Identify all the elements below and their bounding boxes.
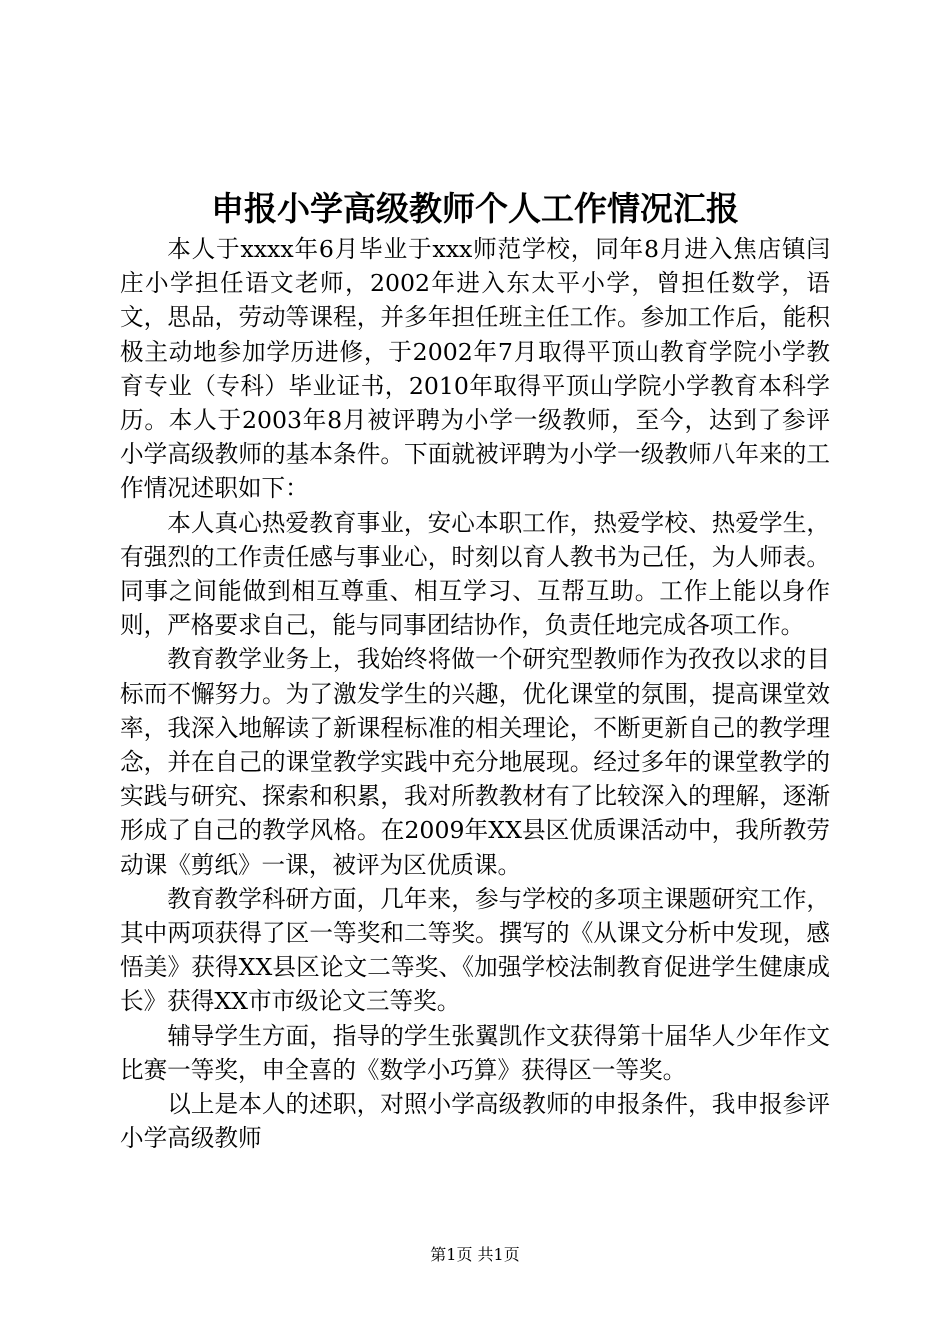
document-title: 申报小学高级教师个人工作情况汇报 bbox=[211, 189, 739, 228]
paragraph-teaching: 教育教学业务上，我始终将做一个研究型教师作为孜孜以求的目标而不懈努力。为了激发学生的兴趣，优化课堂的氛围，提高课堂效率，我深入地解读了新课程标准的相关理论，不断更新自己的教学理念，并在自己的课堂教学实践中充分地展现。经过多年的课堂教学的实践与研究、探索和积累，我对所教教材有了比较深入的理解，逐渐形成了自己的教学风格。在2009年XX县区优质课活动中，我所教劳动课《剪纸》一课，被评为区优质课。 bbox=[120, 645, 830, 879]
paragraph-conclusion: 以上是本人的述职，对照小学高级教师的申报条件，我申报参评小学高级教师 bbox=[120, 1090, 830, 1153]
paragraph-research: 教育教学科研方面，几年来，参与学校的多项主课题研究工作，其中两项获得了区一等奖和二等奖。撰写的《从课文分析中发现，感悟美》获得XX县区论文二等奖、《加强学校法制教育促进学生健康成长》获得XX市市级论文三等奖。 bbox=[120, 884, 830, 1016]
page-footer: 第1页 共1页 bbox=[430, 1245, 520, 1264]
paragraph-attitude: 本人真心热爱教育事业，安心本职工作，热爱学校、热爱学生，有强烈的工作责任感与事业心，时刻以育人教书为己任，为人师表。同事之间能做到相互尊重、相互学习、互帮互助。工作上能以身作则，严格要求自己，能与同事团结协作，负责任地完成各项工作。 bbox=[120, 508, 830, 640]
document-body bbox=[120, 232, 830, 1155]
paragraph-tutoring: 辅导学生方面，指导的学生张翼凯作文获得第十届华人少年作文比赛一等奖，申全喜的《数学小巧算》获得区一等奖。 bbox=[120, 1021, 830, 1084]
paragraph-intro: 本人于xxxx年6月毕业于xxx师范学校，同年8月进入焦店镇闫庄小学担任语文老师，2002年进入东太平小学，曾担任数学，语文，思品，劳动等课程，并多年担任班主任工作。参加工作后，能积极主动地参加学历进修，于2002年7月取得平顶山教育学院小学教育专业（专科）毕业证书，2010年取得平顶山学院小学教育本科学历。本人于2003年8月被评聘为小学一级教师，至今，达到了参评小学高级教师的基本条件。下面就被评聘为小学一级教师八年来的工作情况述职如下： bbox=[120, 235, 830, 503]
